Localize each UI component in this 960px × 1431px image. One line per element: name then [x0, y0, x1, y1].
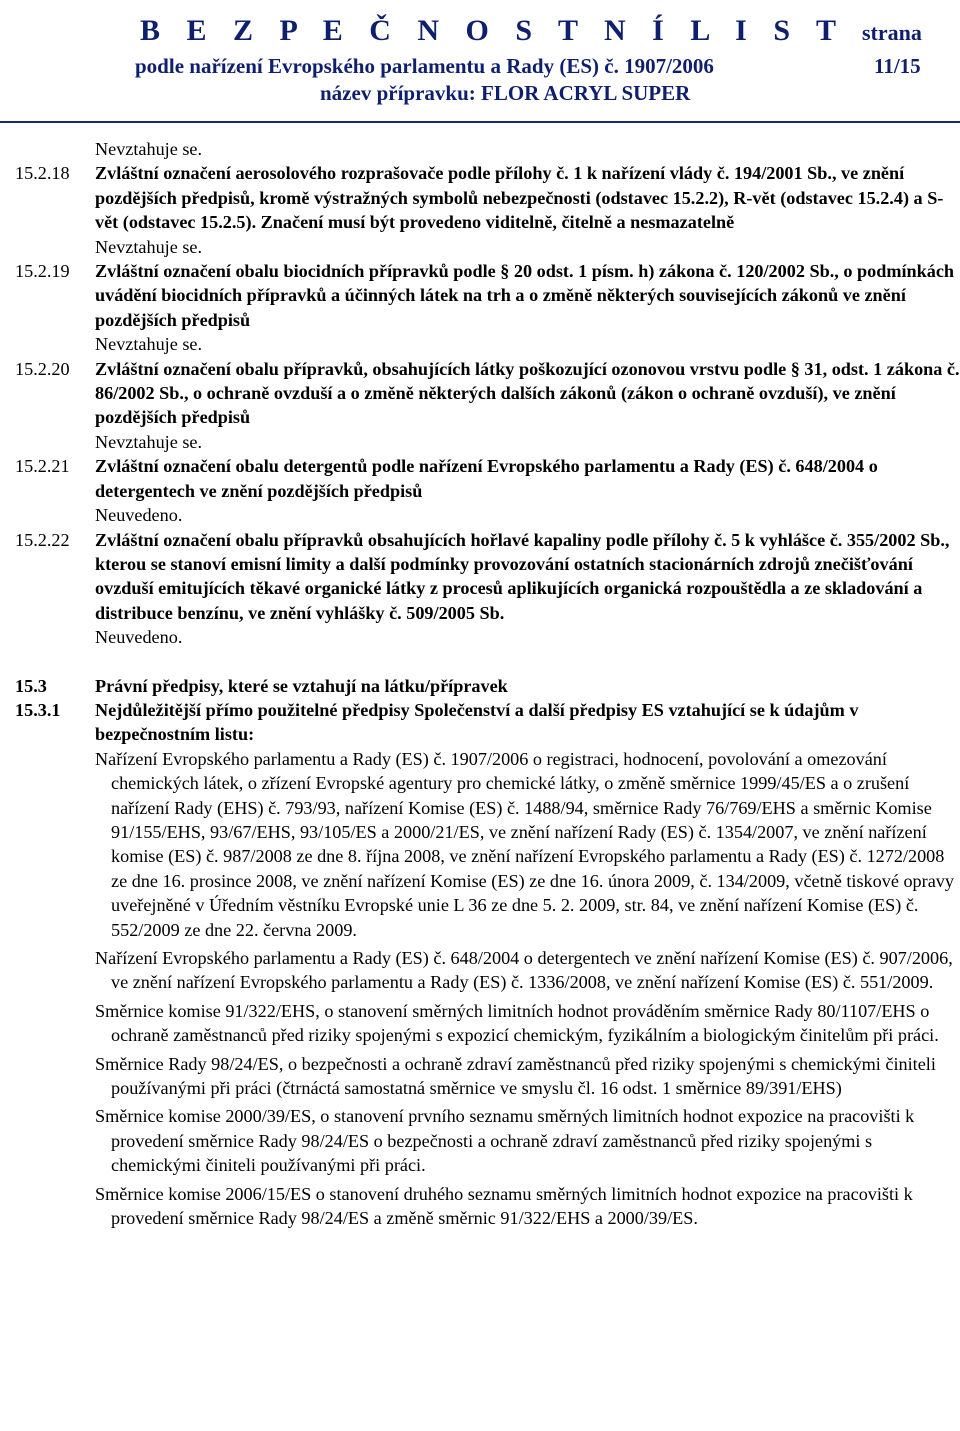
section-title: Zvláštní označení obalu detergentů podle nařízení Evropského parlamentu a Rady (ES) č. 648/2004 o detergentech ve znění pozdějších předpisů [95, 456, 878, 501]
document-body [15, 137, 960, 1234]
section-number: 15.3 [15, 675, 47, 696]
section-15-2-19 [15, 259, 960, 332]
section-title: Nejdůležitější přímo použitelné předpisy Společenství a další předpisy ES vztahující se k údajům v bezpečnostním listu: [95, 699, 859, 745]
regulation-item: Směrnice Rady 98/24/ES, o bezpečnosti a ochraně zdraví zaměstnanců před riziky spojenými s chemickými činiteli používanými při práci (čtrnáctá samostatná směrnice ve smyslu čl. 16 odst. 1 směrnice 89/391/EHS) [95, 1053, 936, 1099]
regulation-item: Směrnice komise 2006/15/ES o stanovení druhého seznamu směrných limitních hodnot expozice na pracovišti k provedení směrnice Rady 98/24/ES a změně směrnic 91/322/EHS a 2000/39/ES. [95, 1183, 913, 1229]
section-number: 15.2.18 [15, 163, 70, 184]
regulation-item: Nařízení Evropského parlamentu a Rady (ES) č. 648/2004 o detergentech ve znění nařízení Komise (ES) č. 907/2006, ve znění nařízení Evropského parlamentu a Rady (ES) č. 1336/2008, ve znění nařízení Komise (ES) č. 551/2009. [95, 948, 953, 993]
page-number: 11/15 [874, 54, 921, 78]
section-note: Nevztahuje se. [95, 334, 203, 355]
section-title: Právní předpisy, které se vztahují na látku/přípravek [95, 675, 508, 696]
page-label: strana [862, 20, 922, 45]
section-15-3-1 [15, 698, 960, 747]
section-note: Neuvedeno. [95, 627, 183, 648]
section-15-2-22 [15, 528, 960, 626]
regulation-item: Směrnice komise 2000/39/ES, o stanovení prvního seznamu směrných limitních hodnot expozice na pracovišti k provedení směrnice Rady 98/24/ES o bezpečnosti a ochraně zdraví zaměstnanců před riziky spojenými s chemickými činiteli používanými při práci. [95, 1106, 915, 1176]
section-title: Zvláštní označení obalu biocidních přípravků podle § 20 odst. 1 písm. h) zákona č. 120/2002 Sb., o podmínkách uvádění biocidních přípravků a účinných látek na trh a o změně některých souvisejících zákonů ve znění pozdějších předpisů [95, 261, 955, 330]
section-15-3 [15, 674, 960, 698]
regulation-item: Nařízení Evropského parlamentu a Rady (ES) č. 1907/2006 o registraci, hodnocení, povolování a omezování chemických látek, o zřízení Evropské agentury pro chemické látky, o změně směrnice 1999/45/ES a o zrušení nařízení Rady (EHS) č. 793/93, nařízení Komise (ES) č. 1488/94, směrnice Rady 76/769/EHS a směrnic Komise 91/155/EHS, 93/67/EHS, 93/105/ES a 2000/21/ES, ve znění nařízení Rady (ES) č. 1354/2007, ve znění nařízení komise (ES) č. 987/2008 ze dne 8. října 2008, ve znění nařízení Evropského parlamentu a Rady (ES) č. 1272/2008 ze dne 16. prosince 2008, ve znění nařízení Komise (ES) ze dne 16. února 2009, č. 134/2009, včetně tiskové opravy uveřejněné v Úředním věstníku Evropské unie L 36 ze dne 5. 2. 2009, str. 84, ve znění nařízení Komise (ES) č. 552/2009 ze dne 22. června 2009. [95, 748, 954, 940]
section-number: 15.2.21 [15, 456, 70, 477]
section-title: Zvláštní označení obalu přípravků, obsahujících látky poškozující ozonovou vrstvu podle § 31, odst. 1 zákona č. 86/2002 Sb., o ochraně ovzduší a o změně některých dalších zákonů (zákon o ochraně ovzduší), ve znění pozdějších předpisů [95, 358, 960, 428]
section-15-2-20 [15, 357, 960, 430]
section-note: Neuvedeno. [95, 505, 183, 526]
document-title: B E Z P E Č N O S T N Í L I S T [140, 14, 846, 47]
header-divider [0, 121, 960, 123]
section-15-2-18 [15, 161, 960, 234]
regulation-subtitle: podle nařízení Evropského parlamentu a Rady (ES) č. 1907/2006 [135, 54, 714, 78]
product-name: název přípravku: FLOR ACRYL SUPER [320, 81, 691, 105]
section-title: Zvláštní označení obalu přípravků obsahujících hořlavé kapaliny podle přílohy č. 5 k vyhlášce č. 355/2002 Sb., kterou se stanoví emisní limity a další podmínky provozování ostatních stacionárních zdrojů znečišťování ovzduší emitujících těkavé organické látky z procesů aplikujících organická rozpouštědla a ze skladování a distribuce benzínu, ve znění vyhlášky č. 509/2005 Sb. [95, 529, 950, 623]
section-number: 15.2.20 [15, 358, 70, 379]
regulation-item: Směrnice komise 91/322/EHS, o stanovení směrných limitních hodnot prováděním směrnice Rady 80/1107/EHS o ochraně zaměstnanců před riziky spojenými s expozicí chemickým, fyzikálním a biologickým činitelům při práci. [95, 1000, 939, 1046]
regulation-list [15, 747, 960, 1231]
section-note: Nevztahuje se. [95, 431, 203, 452]
section-title: Zvláštní označení aerosolového rozprašovače podle přílohy č. 1 k nařízení vlády č. 194/2001 Sb., ve znění pozdějších předpisů, kromě výstražných symbolů nebezpečnosti (odstavec 15.2.2), R-vět (odstavec 15.2.4) a S-vět (odstavec 15.2.5). Značení musí být provedeno viditelně, čitelně a nesmazatelně [95, 163, 944, 233]
section-note: Nevztahuje se. [95, 139, 203, 159]
section-number: 15.2.19 [15, 261, 70, 282]
section-note: Nevztahuje se. [95, 236, 203, 257]
section-number: 15.2.22 [15, 529, 70, 550]
section-15-2-21 [15, 454, 960, 503]
section-number: 15.3.1 [15, 699, 61, 720]
